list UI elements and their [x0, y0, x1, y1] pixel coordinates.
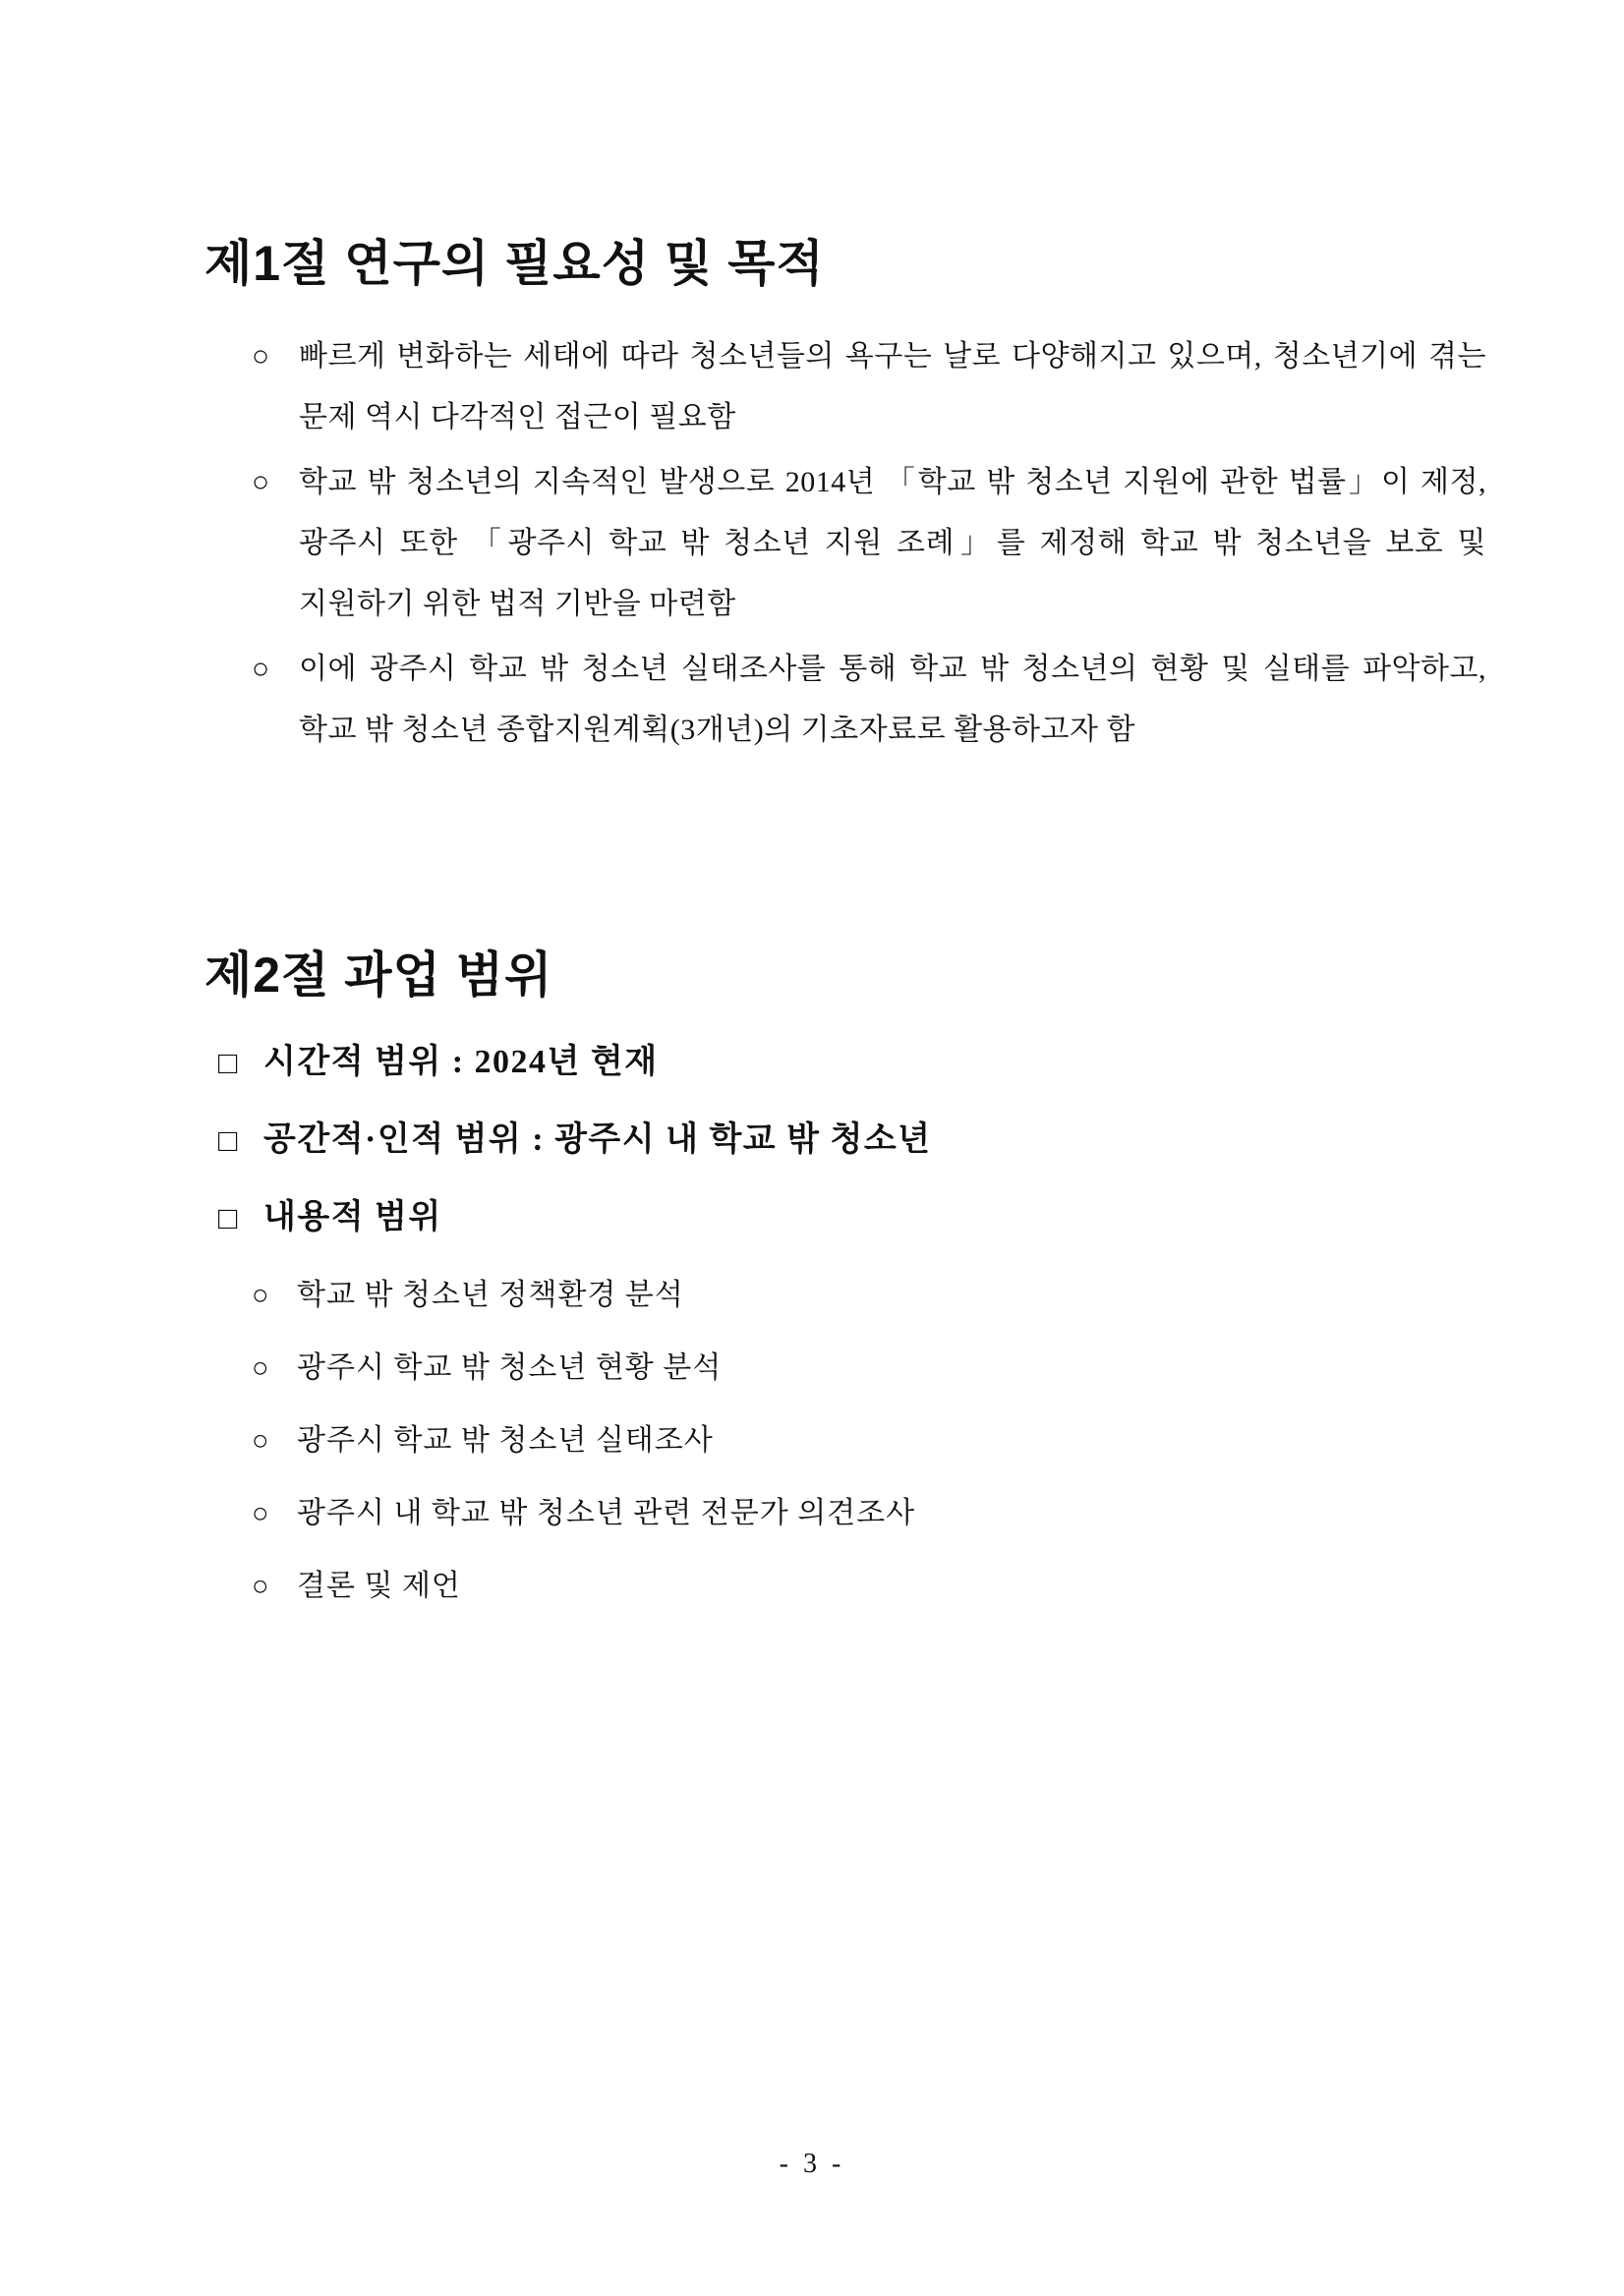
bullet-text: 학교 밖 청소년의 지속적인 발생으로 2014년 「학교 밖 청소년 지원에 관한 법률」이 제정, 광주시 또한 「광주시 학교 밖 청소년 지원 조례」를 제정해 학교 밖 청소년을 보호 및 지원하기 위한 법적 기반을 마련함 — [299, 466, 1486, 620]
list-item — [252, 1347, 1490, 1390]
scope-item-label: 공간적·인적 범위 : 광주시 내 학교 밖 청소년 — [263, 1121, 932, 1158]
circle-bullet-icon: ○ — [252, 1498, 269, 1529]
square-bullet-icon: □ — [218, 1200, 238, 1235]
list-item — [252, 639, 1486, 761]
list-item — [218, 1195, 1496, 1240]
section1-heading: 제1절 연구의 필요성 및 목적 — [204, 236, 825, 291]
list-item — [218, 1040, 1496, 1085]
bullet-text: 이에 광주시 학교 밖 청소년 실태조사를 통해 학교 밖 청소년의 현황 및 실태를 파악하고, 학교 밖 청소년 종합지원계획(3개년)의 기초자료로 활용하고자 함 — [299, 653, 1486, 746]
page-number: - 3 - — [779, 2149, 845, 2179]
sub-item-label: 광주시 학교 밖 청소년 실태조사 — [297, 1424, 714, 1457]
section2-heading: 제2절 과업 범위 — [204, 947, 553, 1003]
sub-item-label: 광주시 내 학교 밖 청소년 관련 전문가 의견조사 — [297, 1497, 916, 1529]
circle-bullet-icon: ○ — [252, 1352, 269, 1384]
square-bullet-icon: □ — [218, 1122, 238, 1158]
sub-item-label: 광주시 학교 밖 청소년 현황 분석 — [297, 1351, 723, 1384]
bullet-text: 빠르게 변화하는 세태에 따라 청소년들의 욕구는 날로 다양해지고 있으며, 청소년기에 겪는 문제 역시 다각적인 접근이 필요함 — [299, 340, 1486, 433]
list-item — [252, 1565, 1490, 1608]
list-item — [252, 1419, 1490, 1463]
scope-item-label: 내용적 범위 — [263, 1199, 442, 1235]
section1-bullet-list — [252, 326, 1486, 765]
circle-bullet-icon: ○ — [252, 1571, 269, 1602]
list-item — [252, 1492, 1490, 1535]
list-item — [252, 452, 1486, 635]
list-item — [252, 326, 1486, 448]
circle-bullet-icon: ○ — [252, 653, 270, 685]
square-bullet-icon: □ — [218, 1045, 238, 1080]
list-item — [252, 1274, 1490, 1317]
list-item — [218, 1118, 1496, 1163]
section2-scope-list — [218, 1040, 1496, 1273]
circle-bullet-icon: ○ — [252, 1425, 269, 1457]
sub-item-label: 결론 및 제언 — [297, 1570, 461, 1602]
section2-sub-list — [252, 1274, 1490, 1637]
circle-bullet-icon: ○ — [252, 340, 270, 373]
scope-item-label: 시간적 범위 : 2024년 현재 — [263, 1044, 659, 1080]
circle-bullet-icon: ○ — [252, 1280, 269, 1311]
circle-bullet-icon: ○ — [252, 466, 270, 498]
sub-item-label: 학교 밖 청소년 정책환경 분석 — [297, 1279, 684, 1311]
